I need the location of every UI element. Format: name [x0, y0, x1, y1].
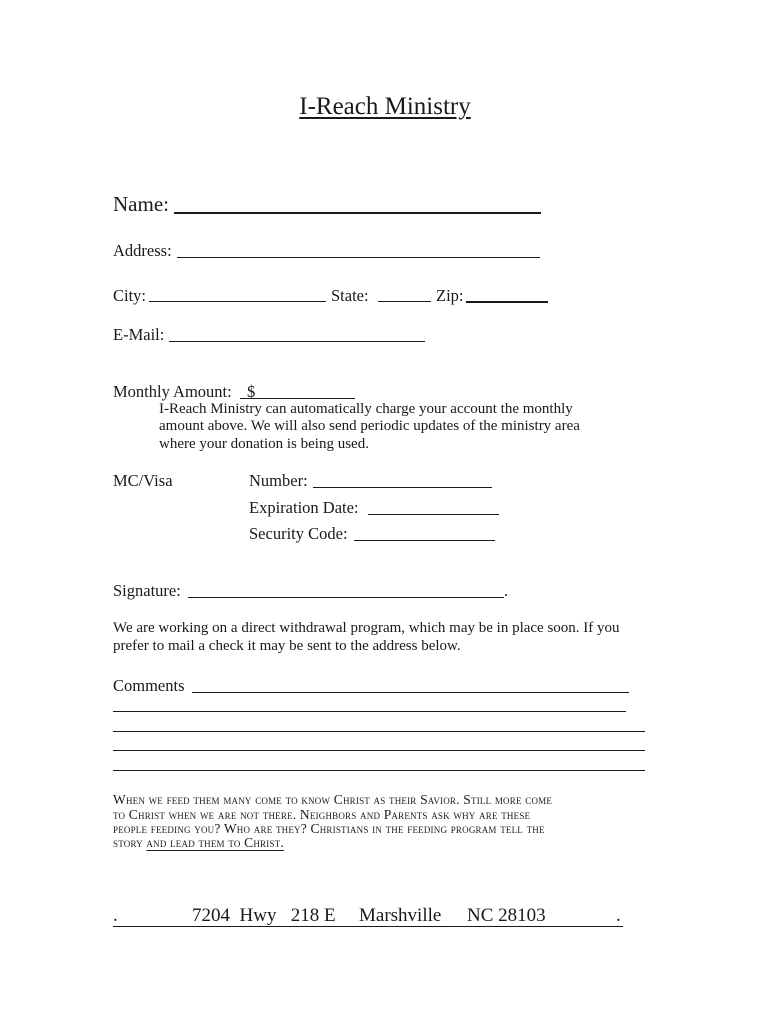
story-line: When we feed them many come to know Christ as their Savior. Still more come — [113, 792, 553, 807]
city-label: City: — [113, 286, 147, 305]
monthly-amount-label: Monthly Amount: — [113, 382, 232, 401]
comments-field-line[interactable] — [192, 692, 629, 693]
comments-label: Comments — [113, 676, 185, 695]
zip-field[interactable] — [466, 301, 548, 303]
address-footer-lead: . — [113, 905, 118, 926]
mailing-state-zip: NC 28103 — [467, 905, 546, 926]
email-label: E-Mail: — [113, 325, 165, 344]
card-number-field[interactable] — [313, 487, 492, 488]
story-line: people feeding you? Who are they? Christians in the feeding program tell the — [113, 821, 545, 836]
story-line — [113, 836, 284, 851]
story-text: story — [113, 835, 147, 850]
mailing-city: Marshville — [359, 905, 442, 926]
currency-symbol: $ — [247, 382, 256, 401]
signature-label: Signature: — [113, 581, 181, 600]
address-footer-end: . — [616, 905, 621, 926]
comments-field-line[interactable] — [113, 711, 626, 712]
notice-line: We are working on a direct withdrawal program, which may be in place soon. If you — [113, 620, 620, 636]
story-underlined-text: and lead them to Christ. — [146, 835, 284, 850]
card-type-label: MC/Visa — [113, 471, 173, 490]
state-label: State: — [331, 286, 369, 305]
comments-field-line[interactable] — [113, 750, 645, 751]
monthly-amount-field[interactable] — [240, 398, 355, 399]
signature-field[interactable] — [188, 597, 504, 598]
card-number-label: Number: — [249, 471, 308, 490]
page-title: I-Reach Ministry — [299, 93, 471, 120]
expiration-date-label: Expiration Date: — [249, 498, 359, 517]
name-label: Name: — [113, 192, 169, 216]
address-label: Address: — [113, 241, 172, 260]
monthly-description-line: where your donation is being used. — [159, 436, 369, 452]
monthly-description-line: I-Reach Ministry can automatically charge your account the monthly — [159, 401, 573, 417]
state-field[interactable] — [378, 301, 431, 302]
security-code-field[interactable] — [354, 540, 495, 541]
security-code-label: Security Code: — [249, 524, 348, 543]
comments-field-line[interactable] — [113, 770, 645, 771]
monthly-description-line: amount above. We will also send periodic updates of the ministry area — [159, 418, 580, 434]
city-field[interactable] — [149, 301, 326, 302]
comments-field-line[interactable] — [113, 731, 645, 732]
zip-label: Zip: — [436, 286, 464, 305]
mailing-street: 7204 Hwy 218 E — [192, 905, 336, 926]
notice-line: prefer to mail a check it may be sent to the address below. — [113, 638, 461, 654]
signature-period: . — [504, 581, 509, 600]
name-field[interactable] — [174, 212, 541, 214]
email-field[interactable] — [169, 341, 425, 342]
address-field[interactable] — [177, 257, 540, 258]
expiration-date-field[interactable] — [368, 514, 499, 515]
story-line: to Christ when we are not there. Neighbors and Parents ask why are these — [113, 807, 531, 822]
